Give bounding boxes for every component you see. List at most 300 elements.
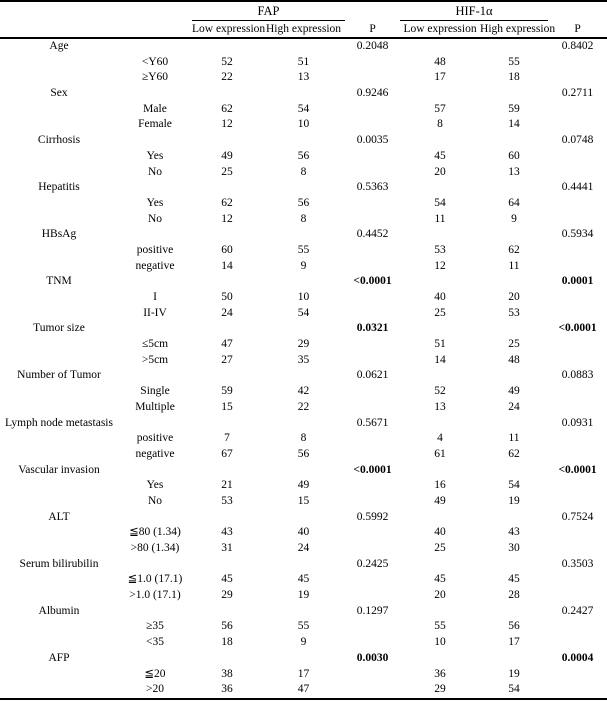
- spacer-cell: [400, 274, 480, 290]
- spacer-cell: [0, 306, 118, 322]
- spacer-cell: [345, 243, 400, 259]
- subcategory-label: >20: [146, 683, 164, 696]
- values-row: [0, 619, 607, 635]
- spacer-cell: [345, 149, 400, 165]
- spacer-cell: [480, 557, 548, 573]
- hif-p-value: 0.0883: [561, 369, 594, 382]
- values-row: [0, 165, 607, 181]
- spacer-cell: [345, 55, 400, 71]
- category-label: Number of Tumor: [17, 369, 101, 382]
- fap-p-value: 0.0035: [356, 134, 389, 147]
- fap-high-value: 49: [297, 479, 310, 492]
- category-label: Cirrhosis: [37, 134, 81, 147]
- subcategory-label: >1.0 (17.1): [129, 589, 181, 602]
- fap-high-value: 9: [300, 259, 307, 272]
- fap-p-value: 0.0030: [356, 651, 389, 664]
- subcategory-label: Single: [140, 385, 170, 398]
- fap-high-value: 10: [297, 291, 310, 303]
- spacer-cell: [0, 196, 118, 212]
- subcategory-label: Yes: [146, 196, 164, 209]
- category-label: Albumin: [38, 604, 80, 617]
- subcategory-label: I: [153, 291, 157, 303]
- spacer-cell: [118, 38, 192, 55]
- subcategory-label: No: [147, 212, 163, 225]
- fap-p-value: <0.0001: [353, 463, 392, 476]
- spacer-cell: [0, 400, 118, 416]
- hif-high-value: 19: [508, 494, 520, 507]
- spacer-cell: [548, 149, 607, 165]
- category-row: [0, 651, 607, 667]
- spacer-cell: [548, 212, 607, 228]
- spacer-cell: [118, 86, 192, 102]
- spacer-cell: [192, 133, 262, 149]
- category-row: [0, 416, 607, 432]
- subcategory-label: ≥Y60: [141, 71, 169, 84]
- spacer-cell: [548, 447, 607, 463]
- hif-low-value: 10: [434, 636, 446, 649]
- subcategory-label: ≦80 (1.34): [129, 526, 181, 539]
- fap-high-value: 56: [297, 196, 310, 209]
- fap-low-value: 22: [221, 71, 233, 84]
- hif-low-value: 14: [434, 353, 446, 366]
- fap-low-value: 53: [221, 494, 233, 507]
- spacer-cell: [345, 667, 400, 683]
- spacer-cell: [192, 274, 262, 290]
- fap-low-value: 29: [221, 589, 233, 602]
- fap-low-value: 59: [221, 385, 233, 398]
- spacer-cell: [480, 38, 548, 55]
- spacer-cell: [192, 227, 262, 243]
- hif-p-value: 0.2427: [561, 604, 594, 617]
- values-row: [0, 290, 607, 306]
- values-row: [0, 149, 607, 165]
- spacer-cell: [192, 604, 262, 620]
- spacer-cell: [0, 259, 118, 275]
- spacer-cell: [118, 463, 192, 479]
- spacer-cell: [345, 70, 400, 86]
- spacer-cell: [192, 510, 262, 526]
- spacer-cell: [118, 368, 192, 384]
- hif-low-value: 51: [434, 338, 446, 351]
- fap-low-value: 43: [221, 526, 233, 539]
- hif-high-value: 9: [511, 212, 517, 225]
- spacer-cell: [262, 604, 345, 620]
- fap-p-value: 0.0621: [356, 369, 389, 382]
- spacer-cell: [345, 619, 400, 635]
- fap-low-value: 24: [221, 306, 233, 319]
- fap-high-value: 35: [297, 353, 310, 366]
- fap-p-value: 0.1297: [356, 604, 389, 617]
- values-row: [0, 447, 607, 463]
- fap-low-expression-header: Low expression: [192, 21, 262, 39]
- spacer-cell: [480, 274, 548, 290]
- fap-high-value: 55: [297, 620, 310, 633]
- values-row: [0, 353, 607, 369]
- hif-low-value: 16: [434, 479, 446, 492]
- category-label: Age: [49, 40, 69, 52]
- category-row: [0, 86, 607, 102]
- table-header: [0, 1, 607, 38]
- values-row: [0, 337, 607, 353]
- spacer-cell: [192, 463, 262, 479]
- values-row: [0, 525, 607, 541]
- hif-low-value: 13: [434, 400, 446, 413]
- fap-high-value: 13: [297, 71, 310, 84]
- spacer-cell: [480, 463, 548, 479]
- spacer-cell: [118, 180, 192, 196]
- spacer-cell: [345, 572, 400, 588]
- values-row: [0, 259, 607, 275]
- hif-high-value: 53: [508, 306, 520, 319]
- spacer-cell: [118, 510, 192, 526]
- subcategory-label: >5cm: [141, 353, 169, 366]
- spacer-cell: [0, 494, 118, 510]
- spacer-cell: [262, 368, 345, 384]
- spacer-cell: [262, 180, 345, 196]
- spacer-cell: [480, 180, 548, 196]
- fap-low-value: 62: [221, 102, 233, 115]
- spacer-cell: [400, 557, 480, 573]
- fap-low-value: 67: [221, 447, 233, 460]
- spacer-cell: [548, 70, 607, 86]
- spacer-cell: [118, 133, 192, 149]
- spacer-cell: [262, 463, 345, 479]
- fap-low-value: 7: [224, 432, 230, 445]
- values-row: [0, 306, 607, 322]
- spacer-cell: [0, 21, 118, 39]
- subcategory-label: No: [147, 165, 163, 178]
- spacer-cell: [0, 682, 118, 699]
- spacer-cell: [262, 416, 345, 432]
- hif-p-value: 0.3503: [561, 557, 594, 570]
- fap-p-value: 0.5671: [356, 416, 389, 429]
- values-row: [0, 682, 607, 699]
- fap-high-value: 54: [297, 306, 310, 319]
- spacer-cell: [548, 478, 607, 494]
- fap-high-value: 10: [297, 118, 310, 131]
- values-row: [0, 102, 607, 118]
- hif-high-expression-header: High expression: [480, 21, 548, 39]
- subcategory-label: <Y60: [141, 55, 169, 68]
- subcategory-label: positive: [136, 432, 174, 445]
- spacer-cell: [345, 541, 400, 557]
- spacer-cell: [548, 400, 607, 416]
- spacer-cell: [400, 180, 480, 196]
- hif-p-value: 0.7524: [561, 510, 594, 523]
- spacer-cell: [400, 133, 480, 149]
- hif-high-value: 49: [508, 385, 520, 398]
- fap-low-value: 38: [221, 667, 233, 680]
- values-row: [0, 243, 607, 259]
- fap-high-value: 56: [297, 447, 310, 460]
- fap-high-value: 29: [297, 338, 310, 351]
- spacer-cell: [192, 557, 262, 573]
- hif-low-value: 20: [434, 165, 446, 178]
- spacer-cell: [548, 102, 607, 118]
- fap-high-value: 42: [297, 385, 310, 398]
- spacer-cell: [0, 243, 118, 259]
- spacer-cell: [0, 447, 118, 463]
- fap-low-value: 18: [221, 636, 233, 649]
- fap-high-value: 15: [297, 494, 310, 507]
- spacer-cell: [345, 306, 400, 322]
- hif-low-value: 61: [434, 447, 446, 460]
- spacer-cell: [400, 368, 480, 384]
- hif-low-value: 54: [434, 196, 446, 209]
- subcategory-label: >80 (1.34): [130, 542, 180, 554]
- fap-high-value: 9: [300, 636, 307, 649]
- spacer-cell: [0, 55, 118, 71]
- spacer-cell: [480, 133, 548, 149]
- spacer-cell: [118, 321, 192, 337]
- category-row: [0, 274, 607, 290]
- hif-high-value: 62: [508, 243, 520, 256]
- spacer-cell: [548, 384, 607, 400]
- spacer-cell: [345, 165, 400, 181]
- spacer-cell: [400, 321, 480, 337]
- hif-low-value: 45: [434, 573, 446, 586]
- values-row: [0, 70, 607, 86]
- fap-high-value: 8: [300, 432, 307, 445]
- fap-p-value: <0.0001: [353, 275, 392, 288]
- spacer-cell: [0, 337, 118, 353]
- category-label: ALT: [48, 510, 70, 523]
- hif-low-value: 11: [434, 212, 446, 225]
- category-row: [0, 133, 607, 149]
- spacer-cell: [0, 70, 118, 86]
- hif-high-value: 64: [508, 196, 520, 209]
- spacer-cell: [548, 259, 607, 275]
- spacer-cell: [548, 243, 607, 259]
- spacer-cell: [548, 525, 607, 541]
- spacer-cell: [118, 274, 192, 290]
- spacer-cell: [345, 431, 400, 447]
- category-row: [0, 321, 607, 337]
- fap-low-value: 62: [221, 196, 233, 209]
- spacer-cell: [262, 557, 345, 573]
- hif-p-value: 0.0001: [561, 275, 594, 288]
- spacer-cell: [345, 102, 400, 118]
- values-row: [0, 588, 607, 604]
- hif-p-value: 0.0931: [561, 416, 594, 429]
- hif-p-value: 0.5934: [561, 228, 594, 241]
- fap-low-value: 45: [221, 573, 233, 586]
- spacer-cell: [548, 572, 607, 588]
- spacer-cell: [480, 227, 548, 243]
- spacer-cell: [345, 400, 400, 416]
- hif-high-value: 30: [508, 542, 520, 554]
- spacer-cell: [548, 1, 607, 21]
- subcategory-label: No: [147, 494, 163, 507]
- fap-p-header: P: [345, 21, 400, 39]
- spacer-cell: [400, 227, 480, 243]
- fap-low-value: 60: [221, 243, 233, 256]
- hif-low-value: 40: [434, 291, 446, 303]
- spacer-cell: [548, 667, 607, 683]
- subcategory-label: Female: [138, 118, 172, 131]
- spacer-cell: [192, 368, 262, 384]
- spacer-cell: [345, 447, 400, 463]
- spacer-cell: [480, 510, 548, 526]
- spacer-cell: [548, 55, 607, 71]
- spacer-cell: [118, 21, 192, 39]
- category-row: [0, 557, 607, 573]
- fap-low-value: 36: [221, 683, 233, 696]
- hif-high-value: 28: [508, 589, 520, 602]
- subcategory-label: ≤5cm: [141, 338, 169, 351]
- hif-low-value: 40: [434, 526, 446, 539]
- hif-low-value: 55: [434, 620, 446, 633]
- subcategory-label: II-IV: [143, 306, 167, 319]
- hif-high-value: 54: [508, 683, 520, 696]
- category-row: [0, 227, 607, 243]
- hif-low-value: 36: [434, 667, 446, 680]
- spacer-cell: [345, 1, 400, 21]
- hif-low-value: 17: [434, 71, 446, 84]
- spacer-cell: [262, 651, 345, 667]
- spacer-cell: [262, 86, 345, 102]
- hif-group-header: HIF-1α: [400, 1, 548, 21]
- spacer-cell: [400, 651, 480, 667]
- subcategory-label: <35: [146, 636, 164, 649]
- fap-high-value: 55: [297, 243, 310, 256]
- spacer-cell: [548, 196, 607, 212]
- spacer-cell: [548, 290, 607, 306]
- spacer-cell: [400, 463, 480, 479]
- fap-high-value: 8: [300, 165, 307, 178]
- spacer-cell: [400, 604, 480, 620]
- spacer-cell: [0, 165, 118, 181]
- spacer-cell: [548, 494, 607, 510]
- values-row: [0, 541, 607, 557]
- spacer-cell: [345, 588, 400, 604]
- spacer-cell: [0, 572, 118, 588]
- hif-p-value: <0.0001: [558, 463, 597, 476]
- spacer-cell: [548, 635, 607, 651]
- category-row: [0, 368, 607, 384]
- hif-low-value: 53: [434, 243, 446, 256]
- subcategory-label: Male: [143, 102, 167, 115]
- spacer-cell: [400, 510, 480, 526]
- spacer-cell: [548, 306, 607, 322]
- fap-p-value: 0.2425: [356, 557, 389, 570]
- hif-high-value: 45: [508, 573, 520, 586]
- spacer-cell: [262, 510, 345, 526]
- hif-high-value: 55: [508, 55, 520, 68]
- fap-low-value: 49: [221, 149, 233, 162]
- fap-low-value: 25: [221, 165, 233, 178]
- fap-high-value: 19: [297, 589, 310, 602]
- values-row: [0, 494, 607, 510]
- hif-low-value: 52: [434, 385, 446, 398]
- category-label: Hepatitis: [38, 181, 80, 194]
- spacer-cell: [548, 431, 607, 447]
- hif-high-value: 20: [508, 291, 520, 303]
- spacer-cell: [345, 525, 400, 541]
- category-row: [0, 180, 607, 196]
- spacer-cell: [400, 416, 480, 432]
- spacer-cell: [345, 337, 400, 353]
- spacer-cell: [480, 86, 548, 102]
- hif-low-value: 49: [434, 494, 446, 507]
- spacer-cell: [400, 86, 480, 102]
- hif-high-value: 56: [508, 620, 520, 633]
- spacer-cell: [400, 38, 480, 55]
- hif-low-value: 48: [434, 55, 446, 68]
- spacer-cell: [0, 525, 118, 541]
- fap-low-value: 27: [221, 353, 233, 366]
- spacer-cell: [262, 38, 345, 55]
- fap-low-value: 15: [221, 400, 233, 413]
- subcategory-label: Yes: [146, 149, 164, 162]
- fap-low-value: 50: [221, 291, 233, 303]
- hif-low-value: 20: [434, 589, 446, 602]
- hif-high-value: 18: [508, 71, 520, 84]
- hif-low-expression-header: Low expression: [400, 21, 480, 39]
- subcategory-label: Multiple: [135, 400, 175, 413]
- fap-high-value: 51: [297, 55, 310, 68]
- spacer-cell: [118, 227, 192, 243]
- fap-low-value: 52: [221, 55, 233, 68]
- fap-high-value: 54: [297, 102, 310, 115]
- spacer-cell: [548, 117, 607, 133]
- fap-high-value: 24: [297, 542, 310, 554]
- fap-low-value: 47: [221, 338, 233, 351]
- spacer-cell: [548, 682, 607, 699]
- hif-high-value: 11: [508, 432, 520, 445]
- values-row: [0, 212, 607, 228]
- hif-high-value: 48: [508, 353, 520, 366]
- spacer-cell: [345, 494, 400, 510]
- spacer-cell: [0, 667, 118, 683]
- fap-high-value: 8: [300, 212, 307, 225]
- fap-low-value: 12: [221, 212, 233, 225]
- fap-group-header: FAP: [192, 1, 345, 21]
- hif-low-value: 25: [434, 306, 446, 319]
- hif-high-value: 43: [508, 526, 520, 539]
- hif-high-value: 60: [508, 149, 520, 162]
- hif-low-value: 12: [434, 259, 446, 272]
- fap-low-value: 21: [221, 479, 233, 492]
- category-row: [0, 463, 607, 479]
- category-row: [0, 510, 607, 526]
- spacer-cell: [345, 259, 400, 275]
- fap-high-value: 22: [297, 400, 310, 413]
- spacer-cell: [548, 165, 607, 181]
- fap-p-value: 0.5992: [356, 510, 389, 523]
- values-row: [0, 431, 607, 447]
- spacer-cell: [345, 635, 400, 651]
- spacer-cell: [345, 353, 400, 369]
- fap-p-value: 0.0321: [356, 322, 389, 335]
- fap-high-value: 45: [297, 573, 310, 586]
- fap-high-value: 47: [297, 683, 310, 696]
- spacer-cell: [345, 117, 400, 133]
- spacer-cell: [548, 619, 607, 635]
- spacer-cell: [0, 619, 118, 635]
- fap-high-value: 56: [297, 149, 310, 162]
- values-row: [0, 635, 607, 651]
- subcategory-label: negative: [135, 447, 175, 460]
- fap-high-value: 17: [297, 667, 310, 680]
- spacer-cell: [0, 588, 118, 604]
- subcategory-label: negative: [135, 259, 175, 272]
- fap-low-value: 56: [221, 620, 233, 633]
- hif-high-value: 62: [508, 447, 520, 460]
- category-label: AFP: [48, 651, 70, 664]
- spacer-cell: [0, 478, 118, 494]
- hif-p-value: 0.8402: [561, 40, 594, 52]
